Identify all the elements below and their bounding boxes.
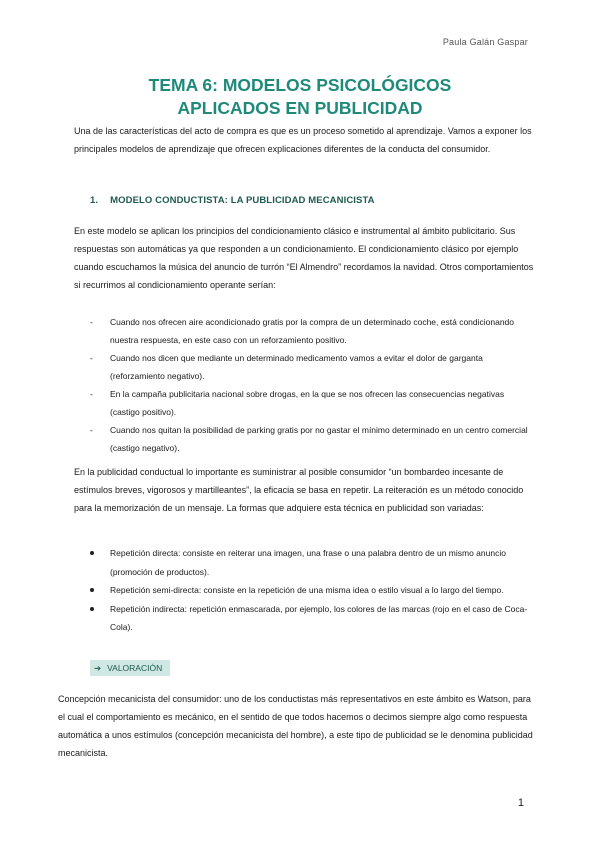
valoracion-highlight bbox=[90, 660, 170, 676]
section-heading bbox=[90, 195, 375, 206]
title-line-2: APLICADOS EN PUBLICIDAD bbox=[177, 98, 423, 118]
list-item: Repetición directa: consiste en reiterar una imagen, una frase o una palabra dentro de un mismo anuncio (promoción de productos). bbox=[90, 544, 532, 581]
examples-list bbox=[90, 313, 530, 457]
page-number: 1 bbox=[517, 797, 524, 809]
dash-marker: - bbox=[90, 389, 93, 399]
section-heading-text: MODELO CONDUCTISTA: LA PUBLICIDAD MECANICISTA bbox=[110, 195, 375, 206]
list-item: - Cuando nos quitan la posibilidad de parking gratis por no gastar el mínimo determinado en un centro comercial (castigo negativo). bbox=[90, 421, 530, 457]
section-paragraph-3: Concepción mecanicista del consumidor: uno de los conductistas más representativos en este ámbito es Watson, para el cual el comportamiento es mecánico, en el sentido de que todos hacemos o decimos siempre algo como respuesta automática a unos estímulos (concepción mecanicista del hombre), a este tipo de publicidad se le denomina publicidad mecanicista. bbox=[58, 694, 533, 758]
section-paragraph-2: En la publicidad conductual lo importante es suministrar al posible consumidor “un bombardeo incesante de estímulos breves, vigorosos y martilleantes”, la eficacia se basa en repetir. La reiteración es un método conocido para la memorización de un mensaje. La formas que adquiere esta técnica en publicidad son variadas: bbox=[74, 467, 524, 513]
techniques-list bbox=[90, 544, 532, 637]
dash-marker: - bbox=[90, 353, 93, 363]
list-item: - En la campaña publicitaria nacional sobre drogas, en la que se nos ofrecen las consecuencias negativas (castigo positivo). bbox=[90, 385, 530, 421]
bullet-icon bbox=[90, 588, 94, 592]
document-title bbox=[0, 74, 600, 120]
title-line-1: TEMA 6: MODELOS PSICOLÓGICOS bbox=[148, 75, 452, 95]
bullet-icon bbox=[90, 607, 94, 611]
list-item: - Cuando nos ofrecen aire acondicionado gratis por la compra de un determinado coche, está condicionando nuestra respuesta, en este caso con un reforzamiento positivo. bbox=[90, 313, 530, 349]
author-name: Paula Galán Gaspar bbox=[442, 37, 528, 47]
dash-marker: - bbox=[90, 317, 93, 327]
list-item: - Cuando nos dicen que mediante un determinado medicamento vamos a evitar el dolor de garganta (reforzamiento negativo). bbox=[90, 349, 530, 385]
section-number: 1. bbox=[90, 195, 99, 206]
intro-paragraph: Una de las características del acto de compra es que es un proceso sometido al aprendizaje. Vamos a exponer los principales modelos de aprendizaje que ofrecen explicaciones diferentes de la conducta del consumidor. bbox=[74, 126, 532, 154]
arrow-right-icon: ➔ bbox=[94, 663, 102, 673]
list-item: Repetición indirecta: repetición enmascarada, por ejemplo, los colores de las marcas (rojo en el caso de Coca-Cola). bbox=[90, 600, 532, 637]
list-item: Repetición semi-directa: consiste en la repetición de una misma idea o estilo visual a lo largo del tiempo. bbox=[90, 581, 532, 600]
dash-marker: - bbox=[90, 425, 93, 435]
section-paragraph-1: En este modelo se aplican los principios del condicionamiento clásico e instrumental al ámbito publicitario. Sus respuestas son automáticas ya que responden a un condicionamiento. El condicionamiento clásico por ejemplo cuando escuchamos la música del anuncio de turrón “El Almendro” recordamos la navidad. Otros comportamientos si recurrimos al condicionamiento operante serían: bbox=[74, 226, 534, 290]
valoracion-label: VALORACIÓN bbox=[107, 663, 163, 673]
bullet-icon bbox=[90, 551, 94, 555]
